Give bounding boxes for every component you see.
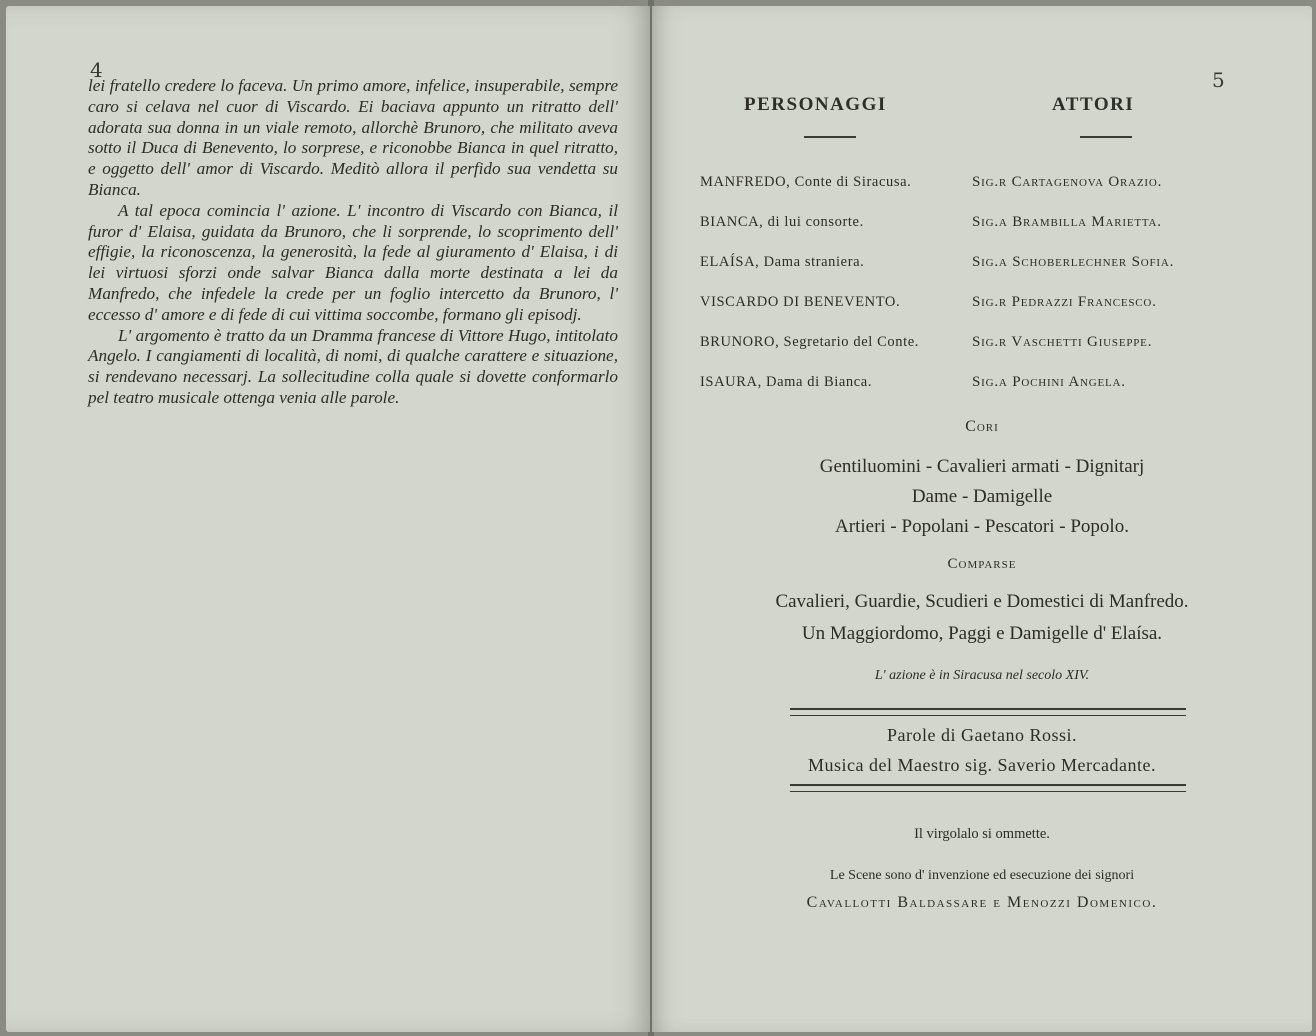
right-page xyxy=(652,6,1312,1032)
cast-row xyxy=(652,214,1312,254)
virgolato-note: Il virgolalo si ommette. xyxy=(914,826,1050,842)
librettist-credit: Parole di Gaetano Rossi. xyxy=(887,725,1077,745)
divider xyxy=(1080,136,1132,138)
comparse-line: Un Maggiordomo, Paggi e Damigelle d' Elaísa. xyxy=(801,623,1163,644)
cast-row xyxy=(652,254,1312,294)
role-name: VISCARDO DI BENEVENTO. xyxy=(700,294,901,310)
left-page-number: 4 xyxy=(90,58,103,82)
actor-name: Sig.r Vaschetti Giuseppe. xyxy=(972,334,1153,350)
cast-row xyxy=(652,294,1312,334)
cast-row xyxy=(652,334,1312,374)
cast-list xyxy=(652,174,1312,414)
role-name: BRUNORO, Segretario del Conte. xyxy=(700,334,919,350)
actor-name: Sig.a Brambilla Marietta. xyxy=(972,214,1162,230)
paragraph: A tal epoca comincia l' azione. L' incontro di Viscardo con Bianca, il furor d' Elaisa, guidata da Brunoro, che li sorprende, lo scoprimento dell' effigie, la riconoscenza, la generosità, la fede al giuramento d' Elaisa, i di lei virtuosi sforzi onde salvar Bianca dalla morte destinata a lei da Manfredo, che infedele la crede per un foglio intercetto da Brunoro, l' eccesso d' amore e di fede di cui vittima soccombe, formano gli episodj. xyxy=(88,200,618,324)
attori-heading: ATTORI xyxy=(1052,94,1135,115)
actor-name: Sig.r Pedrazzi Francesco. xyxy=(972,294,1157,310)
cast-row xyxy=(652,174,1312,214)
comparse-title: Comparse xyxy=(947,556,1017,572)
role-name: ISAURA, Dama di Bianca. xyxy=(700,374,873,390)
role-name: ELAÍSA, Dama straniera. xyxy=(700,254,865,270)
paragraph: L' argomento è tratto da un Dramma francese di Vittore Hugo, intitolato Angelo. I cangiamenti di località, di nomi, di qualche carattere e situazione, si rendevano necessarj. La sollecitudine colla quale si dovette conformarlo pel teatro musicale ottenga venia alle parole. xyxy=(88,325,618,407)
left-page-body xyxy=(88,76,618,409)
cast-row xyxy=(652,374,1312,414)
role-name: MANFREDO, Conte di Siracusa. xyxy=(700,174,912,190)
cori-title: Cori xyxy=(965,418,999,435)
actor-name: Sig.r Cartagenova Orazio. xyxy=(972,174,1163,190)
scene-artists: Cavallotti Baldassare e Menozzi Domenico. xyxy=(806,894,1158,911)
comparse-list xyxy=(652,586,1312,650)
role-name: BIANCA, di lui consorte. xyxy=(700,214,864,230)
left-page xyxy=(6,6,650,1032)
divider xyxy=(804,136,856,138)
scene-note: Le Scene sono d' invenzione ed esecuzione dei signori xyxy=(829,868,1135,883)
paragraph: lei fratello credere lo faceva. Un primo amore, infelice, insuperabile, sempre caro si celava nel cuor di Viscardo. Ei baciava appunto un ritratto dell' adorata sua donna in un viale remoto, allorchè Brunoro, che militato aveva sotto il Duca di Benevento, lo sorprese, e riconobbe Bianca in quel ritratto, e oggetto dell' amor di Viscardo. Meditò allora il perfido sua vendetta su Bianca. xyxy=(88,76,618,199)
composer-credit: Musica del Maestro sig. Saverio Mercadante. xyxy=(808,755,1156,775)
credits xyxy=(652,720,1312,780)
cori-list xyxy=(652,452,1312,542)
cori-line: Gentiluomini - Cavalieri armati - Dignitarj xyxy=(819,456,1145,477)
actor-name: Sig.a Schoberlechner Sofia. xyxy=(972,254,1175,270)
cori-line: Artieri - Popolani - Pescatori - Popolo. xyxy=(835,516,1129,537)
cast-header xyxy=(652,94,1312,144)
cori-line: Dame - Damigelle xyxy=(911,486,1053,507)
setting-note: L' azione è in Siracusa nel secolo XIV. xyxy=(874,668,1090,683)
comparse-line: Cavalieri, Guardie, Scudieri e Domestici di Manfredo. xyxy=(775,591,1189,612)
actor-name: Sig.a Pochini Angela. xyxy=(972,374,1126,390)
right-page-number: 5 xyxy=(1212,68,1225,92)
double-rule-bottom xyxy=(790,784,1186,792)
double-rule-top xyxy=(790,708,1186,716)
personaggi-heading: PERSONAGGI xyxy=(744,94,887,115)
